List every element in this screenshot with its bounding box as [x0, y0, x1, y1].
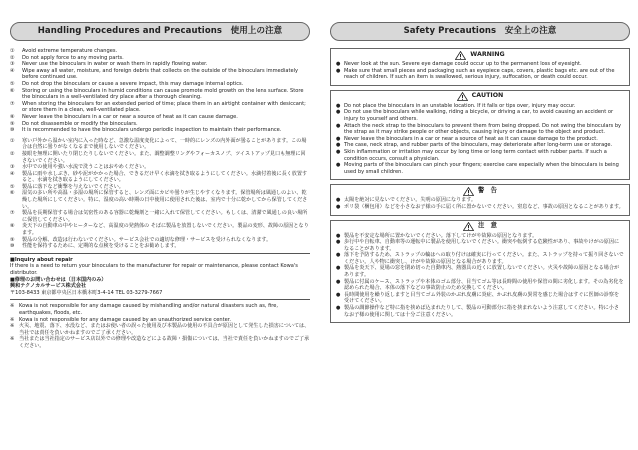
bullet-icon: ● — [336, 305, 341, 312]
item-number: ⑨ — [10, 236, 15, 243]
item-text: Storing or using the binoculars in humid conditions can cause promote mold growth on the lens surface. Store the binoculars in a well-ventilated dry place after a thorough cleaning. — [22, 87, 304, 101]
warning-icon — [455, 51, 466, 60]
warning-icon — [463, 187, 474, 196]
bullet-item — [336, 279, 624, 292]
bullet-text: ポリ袋（梱包用）などを小さなお子様の手に届く所に置かないでください。窒息など、事故の原因となることがあります。 — [344, 203, 624, 210]
list-item — [10, 114, 310, 121]
keikoku-box — [330, 184, 630, 215]
list-item — [10, 138, 310, 151]
item-number: ② — [10, 54, 15, 61]
divider — [10, 253, 310, 254]
item-text: When storing the binoculars for an extended period of time; place them in an airtight container with desiccant; or store them in a clean, well-ventilated place. — [22, 100, 306, 114]
caution-icon — [463, 222, 474, 231]
bullet-text: 落下を予防するため、ストラップの輪はへの取り付けは確実に行ってください。また、ストラップを持って振り回さないでください。人や物に衝突し、けがや故障の原因となる場合があります。 — [344, 252, 624, 265]
chui-header — [336, 222, 624, 232]
list-item — [10, 55, 310, 62]
left-column — [10, 48, 310, 350]
bullet-icon: ● — [336, 239, 341, 246]
bullet-item — [336, 68, 624, 81]
repair-jp-heading: ■修理のお問い合わせは（日本国内のみ） — [10, 276, 107, 283]
bullet-item — [336, 136, 624, 143]
warning-box — [330, 48, 630, 86]
item-text: 炎天下の自動車の中やヒーターなど、高温度の発熱体の そばに製品を放置しないでください。製品の変形、故障の原因となります。 — [22, 223, 309, 237]
right-header: Safety Precautions 安全上の注意 — [330, 22, 630, 41]
left-header: Handling Procedures and Precautions 使用上の注意 — [10, 22, 310, 41]
note-mark: ※ — [10, 336, 15, 343]
bullet-text: Do not use the binoculars while walking, riding a bicycle, or driving a car, to avoid causing an accident or injury to yourself and others. — [344, 109, 614, 122]
bullet-item — [336, 61, 624, 68]
service-address: 〒103-8433 東京都中央区日本橋本町3-4-14 TEL 03-3279-7667 — [10, 289, 163, 296]
bullet-text: Never leave the binoculars in a car or near a source of heat as it can cause damage to the product. — [344, 135, 598, 142]
bullet-icon: ● — [336, 109, 341, 116]
item-number: ② — [10, 150, 15, 157]
item-number: ⑧ — [10, 113, 15, 120]
bullet-item — [336, 305, 624, 318]
handling-list-en — [10, 48, 310, 134]
item-text: 水中での使用や強い水流で洗うことはおやめください。 — [22, 164, 150, 171]
item-text: Never use the binoculars in water or wash them in rapidly flowing water. — [22, 61, 208, 68]
bullet-icon: ● — [336, 197, 341, 204]
item-text: Wipe away all water, moisture, and foreign debris that collects on the outside of the binoculars immediately before continued use. — [22, 67, 299, 81]
list-item — [10, 223, 310, 236]
bullet-text: Skin inflammation or irritation may occur by long time or long term contact with rubber parts. If such a condition occurs, consult a physician. — [344, 148, 607, 162]
note-mark: ※ — [10, 316, 15, 323]
keikoku-list — [336, 197, 624, 210]
chui-title: 注 意 — [478, 222, 497, 230]
list-item — [10, 81, 310, 88]
divider — [10, 299, 310, 300]
item-number: ③ — [10, 61, 15, 68]
bullet-item — [336, 162, 624, 175]
bullet-item — [336, 149, 624, 162]
item-number: ③ — [10, 164, 15, 171]
bullet-icon: ● — [336, 102, 341, 109]
keikoku-header — [336, 186, 624, 196]
note-text: Kowa is not responsible for any damage caused by an unauthorized service center. — [19, 316, 231, 323]
repair-heading: ■Inquiry about repair — [10, 256, 73, 263]
item-number: ⑦ — [10, 100, 15, 107]
item-number: ④ — [10, 67, 15, 74]
warning-title: WARNING — [470, 50, 505, 58]
item-text: It is recommended to have the binoculars undergo periodic inspection to maintain their performance. — [22, 127, 282, 134]
service-company: 興和テクノカルサービス株式会社 — [10, 283, 87, 290]
bullet-icon: ● — [336, 203, 341, 210]
bullet-icon: ● — [336, 252, 341, 259]
list-item — [10, 48, 310, 55]
item-number: ⑤ — [10, 183, 15, 190]
bullet-item — [336, 197, 624, 204]
item-number: ① — [10, 137, 15, 144]
caution-list — [336, 103, 624, 176]
bullet-item — [336, 239, 624, 252]
item-text: 湿気の多い所や高温・多湿の場所に保管すると、レンズ面にカビや曇りが生じやすくなります。保管場所は風通しのよい、乾燥した場所にしてください。特に、湿度の高い時期の日中使用に使用された後は、室内で十分に乾かしてから保管してください。 — [22, 190, 308, 210]
handling-list-jp — [10, 138, 310, 250]
bullet-icon: ● — [336, 265, 341, 272]
caution-title: CAUTION — [471, 92, 504, 100]
bullet-icon: ● — [336, 278, 341, 285]
list-item — [10, 243, 310, 250]
item-number: ⑤ — [10, 80, 15, 87]
item-text: 製品に落下など衝撃を与えないでください。 — [22, 183, 124, 190]
item-number: ⑩ — [10, 243, 15, 250]
caution-icon — [457, 92, 468, 101]
caution-box — [330, 90, 630, 181]
note-item — [10, 323, 310, 336]
bullet-text: Moving parts of the binoculars can pinch your fingers; exercise care especially when the binoculars is being used by small children. — [344, 162, 619, 175]
item-number: ⑩ — [10, 127, 15, 134]
note-text: 火災、地震、落下、水没など、またはお使い者の誤った使用及び本製品の使用の不具合が原因として発生した損害については、当社では責任を負いかねますのでご了承ください。 — [19, 323, 310, 336]
bullet-item — [336, 204, 624, 211]
item-number: ⑦ — [10, 210, 15, 217]
bullet-text: Make sure that small pieces and packaging such as eyepiece caps, covers, plastic bags etc. are out of the reach of children. If such an item is swallowed, serious injury, suffocation, or death could occur. — [344, 67, 615, 81]
item-text: 製品に雨や水しぶき、砂や泥がかかった場合、できるだけ早く水滴を拭き取るようにしてください。水滴付着後に長く放置すると、水滴を拭き取るようにしてください。 — [22, 170, 308, 184]
item-text: 製品を長期保管する場合は気密性のある容器に乾燥剤と一緒に入れて保管してください。もしくは、清潔で風通しの良い場所に保管してください。 — [22, 210, 308, 223]
bullet-text: Never look at the sun. Severe eye damage could occur up to the permanent loss of eyesight. — [344, 61, 582, 67]
bullet-icon: ● — [336, 232, 341, 239]
warning-header — [336, 50, 624, 60]
item-text: 製品の分解、改造は行わないでください。サービス会社での適切な修理・サービスを受けられなくなります。 — [22, 236, 272, 243]
bullet-text: Attach the neck strap to the binoculars to prevent them from being dropped. Do not swing the binoculars by the strap as it may strike people or other objects, causing injury or damage to the object and product. — [344, 122, 622, 136]
list-item — [10, 151, 310, 164]
item-number: ① — [10, 48, 15, 54]
item-number: ⑧ — [10, 223, 15, 230]
note-mark: ※ — [10, 323, 15, 330]
item-text: 寒い戸外から温かい室内に入った時など、急激な温度変化によって、一時的にレンズの内外面が曇ることがあります。この場合は自然に曇りがなくなるまで使用しないでください。 — [22, 137, 307, 151]
list-item — [10, 68, 310, 81]
bullet-icon: ● — [336, 67, 341, 74]
note-item — [10, 303, 310, 316]
item-text: Do not disassemble or modify the binoculars. — [22, 120, 138, 127]
bullet-item — [336, 142, 624, 149]
chui-list — [336, 233, 624, 319]
bullet-icon: ● — [336, 122, 341, 129]
list-item — [10, 88, 310, 101]
chui-box — [330, 220, 630, 324]
bullet-item — [336, 292, 624, 305]
item-number: ⑨ — [10, 120, 15, 127]
bullet-item — [336, 109, 624, 122]
bullet-icon: ● — [336, 142, 341, 149]
bullet-item — [336, 265, 624, 278]
item-text: Never leave the binoculars in a car or near a source of heat as it can cause damage. — [22, 113, 238, 120]
bullet-item — [336, 252, 624, 265]
bullet-text: 長時間使用を繰り返しますと目当てゴム外装のかぶれ皮膚に炎症、かぶれ皮膚の異常を感じた場合はすぐに医師の診察を受けてください。 — [344, 291, 620, 305]
list-item — [10, 101, 310, 114]
bullet-text: 歩行中や自転車、自動車等の運転中に製品を使用しないでください。衝突や転倒する危険性があり、事故やけがの原因になることがあります。 — [344, 239, 620, 252]
bullet-text: 太陽を絶対に見ないでください。失明の原因になります。 — [344, 197, 477, 204]
note-text: 当社または当社指定のサービス店以外での修理や改造などによる故障・損傷については、当社で責任を負いかねますのでご了承ください。 — [19, 336, 310, 349]
list-item — [10, 127, 310, 134]
item-text: 性能を保持するために、定期的な点検を受けることをお勧めします。 — [22, 243, 180, 250]
bullet-icon: ● — [336, 61, 341, 67]
bullet-text: 製品を不安定な場所に置かないでください。落下してけがや故障の原因となります。 — [344, 232, 538, 239]
item-number: ⑥ — [10, 87, 15, 94]
list-item — [10, 171, 310, 184]
right-column — [330, 48, 630, 327]
bullet-text: 製品の調節操作など特に指を挟めば込まれたりして、製品の可動部分に指を挟まれないよう注意してください。特に小さなお子様の使用に関しては十分ご注意ください。 — [344, 305, 619, 318]
caution-header — [336, 92, 624, 102]
list-item — [10, 190, 310, 210]
keikoku-title: 警 告 — [478, 187, 497, 195]
bullet-icon: ● — [336, 148, 341, 155]
list-item — [10, 61, 310, 68]
note-item — [10, 336, 310, 349]
bullet-text: 製品を炎天下、夏場の窓を閉め切った自動車内、熱器具の近くに放置しないでください。火災や故障の原因となる場合があります。 — [344, 265, 620, 279]
note-text: Kowa is not responsible for any damage caused by mishandling and/or natural disasters such as, fire, earthquakes, floods, etc. — [19, 303, 279, 316]
list-item — [10, 210, 310, 223]
note-mark: ※ — [10, 303, 15, 310]
disclaimer-notes — [10, 303, 310, 349]
warning-list — [336, 61, 624, 81]
bullet-icon: ● — [336, 162, 341, 169]
bullet-item — [336, 103, 624, 110]
item-number: ⑥ — [10, 190, 15, 197]
bullet-text: Do not place the binoculars in an unstable location. If it falls or tips over, injury may occur. — [344, 102, 576, 109]
bullet-icon: ● — [336, 291, 341, 298]
bullet-item — [336, 123, 624, 136]
item-number: ④ — [10, 170, 15, 177]
repair-body: If there is a need to return your binoculars to the manufacturer for repair or maintenance, please contact Kowa's distributor. — [10, 263, 298, 276]
bullet-icon: ● — [336, 135, 341, 142]
list-item — [10, 164, 310, 171]
item-text: Do not apply force to any moving parts. — [22, 54, 124, 61]
list-item — [10, 121, 310, 128]
bullet-text: 製品に付属のケース、ストラップや本体のゴム部分、目当てゴム等は長時間の使用や保管の間に劣化します。その為劣化を認められた場合、本体の落下などの事故防止のため交換してください。 — [344, 278, 624, 292]
item-text: Do not drop the binoculars or cause a severe impact, this may damage internal optics. — [22, 80, 244, 87]
item-text: Avoid extreme temperature changes. — [22, 48, 118, 54]
bullet-text: The case, neck strap, and rubber parts of the binoculars, may deteriorate after long-term use or storage. — [344, 142, 613, 149]
item-text: 接眼を無理に開いたり閉じたりしないでください。また、調整調整リングやフォーカスノブ、ツイストアップ見口も無理に回さないでください。 — [22, 150, 306, 164]
